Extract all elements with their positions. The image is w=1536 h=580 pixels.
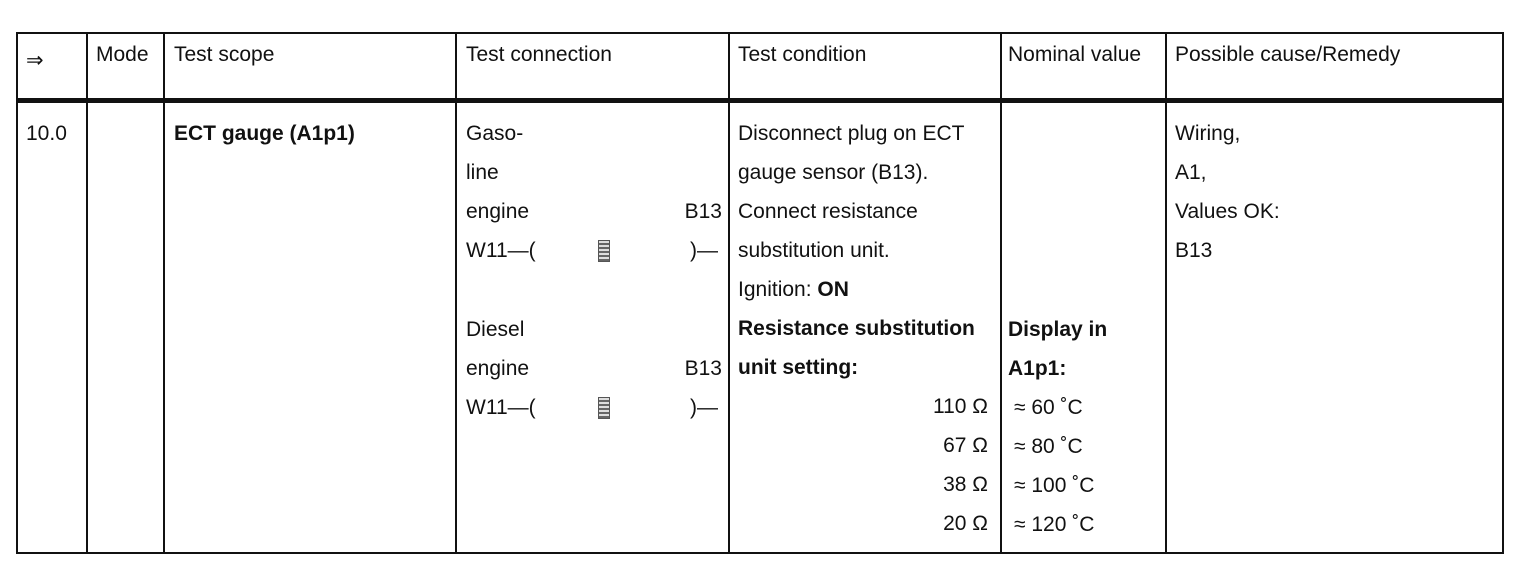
condition-line: Connect resistance	[738, 200, 918, 223]
column-divider	[1165, 34, 1167, 552]
diesel-wire-row	[466, 388, 722, 427]
ignition-line	[738, 270, 994, 309]
header-divider	[18, 98, 1502, 103]
gasoline-connection	[466, 114, 722, 270]
temperature-value: ≈ 60 ˚C	[1014, 396, 1083, 419]
condition-line: gauge sensor (B13).	[738, 161, 929, 184]
column-divider	[163, 34, 165, 552]
diesel-label-1: Diesel	[466, 318, 525, 341]
setting-label-2: unit setting:	[738, 356, 859, 379]
possible-cause-cell	[1175, 114, 1495, 270]
gasoline-label-1: Gaso-	[466, 122, 524, 145]
gasoline-label-2: line	[466, 161, 499, 184]
ignition-value: ON	[817, 278, 849, 301]
gasoline-wire-end: )—	[690, 239, 718, 262]
nominal-label-1: Display in	[1008, 318, 1108, 341]
setting-label-1: Resistance substitution	[738, 317, 975, 340]
temperature-value: ≈ 100 ˚C	[1014, 474, 1095, 497]
test-condition-cell	[738, 114, 994, 543]
header-test-scope: Test scope	[174, 43, 275, 66]
cause-line: Values OK:	[1175, 200, 1280, 223]
gasoline-wire: W11—(	[466, 239, 536, 262]
header-test-condition: Test condition	[738, 43, 867, 66]
resistance-value: 110 Ω	[932, 395, 988, 418]
ignition-label: Ignition:	[738, 278, 812, 301]
diesel-wire-end: )—	[690, 396, 718, 419]
diagnostic-table	[16, 32, 1504, 554]
step-number: 10.0	[26, 122, 67, 145]
cause-line: B13	[1175, 239, 1213, 262]
resistance-unit-icon	[598, 240, 610, 262]
gasoline-wire-row	[466, 231, 722, 270]
condition-line: substitution unit.	[738, 239, 890, 262]
resistance-value: 38 Ω	[943, 473, 988, 496]
condition-line: Disconnect plug on ECT	[738, 122, 965, 145]
column-divider	[728, 34, 730, 552]
column-divider	[86, 34, 88, 552]
header-mode: Mode	[96, 43, 149, 66]
nominal-label-2: A1p1:	[1008, 357, 1067, 380]
diesel-component: B13	[684, 357, 722, 380]
gasoline-label-3: engine	[466, 200, 530, 223]
resistance-value: 67 Ω	[943, 434, 988, 457]
temperature-value: ≈ 120 ˚C	[1014, 513, 1095, 536]
diesel-connection	[466, 310, 722, 427]
temperature-value: ≈ 80 ˚C	[1014, 435, 1083, 458]
header-possible-cause: Possible cause/Remedy	[1175, 43, 1401, 66]
diesel-label-2: engine	[466, 357, 530, 380]
cause-line: Wiring,	[1175, 122, 1241, 145]
nominal-value-cell	[1008, 310, 1158, 544]
header-test-connection: Test connection	[466, 43, 612, 66]
resistance-value: 20 Ω	[943, 512, 988, 535]
header-nominal-value: Nominal value	[1008, 43, 1142, 66]
resistance-unit-icon	[598, 397, 610, 419]
header-arrow: ⇒	[26, 49, 44, 72]
cause-line: A1,	[1175, 161, 1207, 184]
gasoline-component: B13	[684, 200, 722, 223]
diesel-wire: W11—(	[466, 396, 536, 419]
column-divider	[1000, 34, 1002, 552]
column-divider	[455, 34, 457, 552]
gasoline-label-3-row	[466, 192, 722, 231]
diesel-label-2-row	[466, 349, 722, 388]
test-scope-cell: ECT gauge (A1p1)	[174, 122, 355, 145]
